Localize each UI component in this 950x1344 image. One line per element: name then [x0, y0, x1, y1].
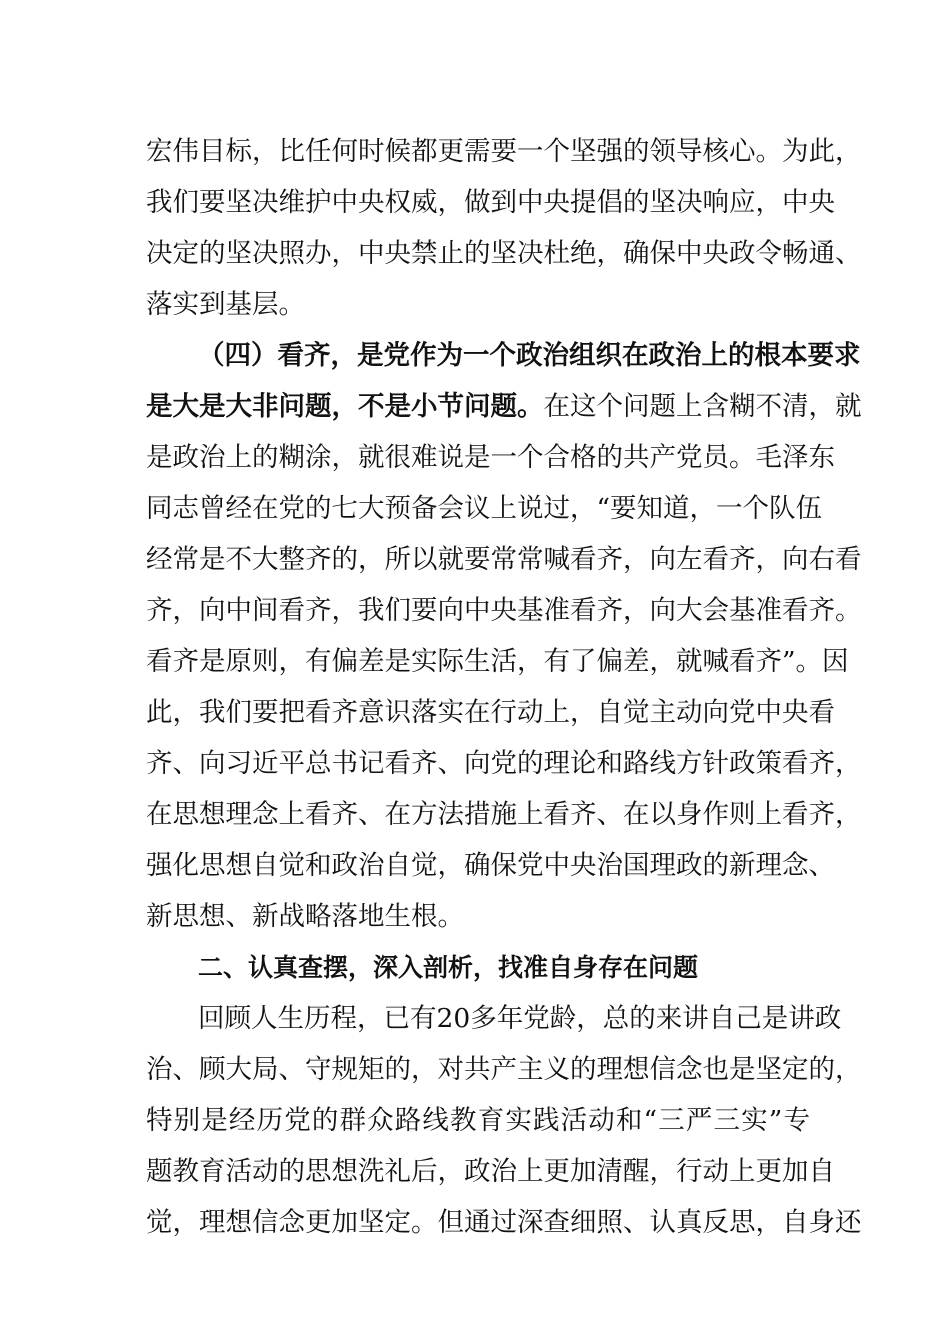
text-segment: 齐，向中间看齐，我们要向中央基准看齐，向大会基准看齐。 — [146, 595, 862, 626]
text-line — [146, 534, 862, 585]
text-segment: 强化思想自觉和政治自觉，确保党中央治国理政的新理念、 — [146, 850, 835, 881]
text-segment: 觉，理想信念更加坚定。但通过深查细照、认真反思，自身还 — [146, 1207, 862, 1238]
text-segment: 是政治上的糊涂，就很难说是一个合格的共产党员。毛泽东 — [146, 442, 835, 473]
document-body — [146, 126, 862, 1248]
text-segment: 齐、向习近平总书记看齐、向党的理论和路线方针政策看齐， — [146, 748, 862, 779]
bold-lead-sentence: （四）看齐，是党作为一个政治组织在政治上的根本要求 — [198, 340, 861, 371]
text-segment: 同志曾经在党的七大预备会议上说过，“要知道，一个队伍 — [146, 493, 823, 524]
text-line — [146, 687, 835, 738]
section-heading — [146, 942, 810, 993]
text-segment: 此，我们要把看齐意识落实在行动上，自觉主动向党中央看 — [146, 697, 835, 728]
text-segment: 治、顾大局、守规矩的，对共产主义的理想信念也是坚定的， — [146, 1054, 862, 1085]
text-segment: 宏伟目标，比任何时候都更需要一个坚强的领导核心。为此， — [146, 136, 862, 167]
text-line — [146, 483, 823, 534]
paragraph-2 — [146, 330, 862, 942]
text-segment: 在思想理念上看齐、在方法措施上看齐、在以身作则上看齐， — [146, 799, 862, 830]
text-line — [146, 891, 810, 942]
text-line — [146, 432, 835, 483]
text-line — [146, 330, 861, 381]
paragraph-3 — [146, 993, 862, 1248]
text-line — [146, 228, 862, 279]
text-segment: 回顾人生历程，已有20多年党龄，总的来讲自己是讲政 — [198, 1003, 842, 1034]
text-line — [146, 1044, 862, 1095]
text-line — [146, 789, 862, 840]
section-heading-text: 二、认真查摆，深入剖析，找准自身存在问题 — [198, 953, 699, 982]
text-line — [146, 279, 810, 330]
text-line — [146, 585, 862, 636]
text-segment: 落实到基层。 — [146, 289, 305, 320]
text-line — [146, 1197, 862, 1248]
text-line — [146, 126, 862, 177]
text-segment: 看齐是原则，有偏差是实际生活，有了偏差，就喊看齐”。因 — [146, 646, 849, 677]
text-segment: 在这个问题上含糊不清，就 — [543, 391, 862, 422]
text-line — [146, 381, 862, 432]
text-segment: 决定的坚决照办，中央禁止的坚决杜绝，确保中央政令畅通、 — [146, 238, 862, 269]
bold-lead-sentence: 是大是大非问题，不是小节问题。 — [146, 391, 544, 422]
text-segment: 题教育活动的思想洗礼后，政治上更加清醒，行动上更加自 — [146, 1156, 835, 1187]
text-line — [146, 636, 849, 687]
text-line — [146, 993, 842, 1044]
paragraph-1 — [146, 126, 862, 330]
text-line — [146, 840, 835, 891]
text-line — [146, 1095, 810, 1146]
text-segment: 经常是不大整齐的，所以就要常常喊看齐，向左看齐，向右看 — [146, 544, 862, 575]
text-line — [146, 738, 862, 789]
text-segment: 新思想、新战略落地生根。 — [146, 901, 464, 932]
text-segment: 特别是经历党的群众路线教育实践活动和“三严三实”专 — [146, 1105, 810, 1136]
text-segment: 我们要坚决维护中央权威，做到中央提倡的坚决响应，中央 — [146, 187, 835, 218]
text-line — [146, 1146, 835, 1197]
text-line — [146, 177, 835, 228]
